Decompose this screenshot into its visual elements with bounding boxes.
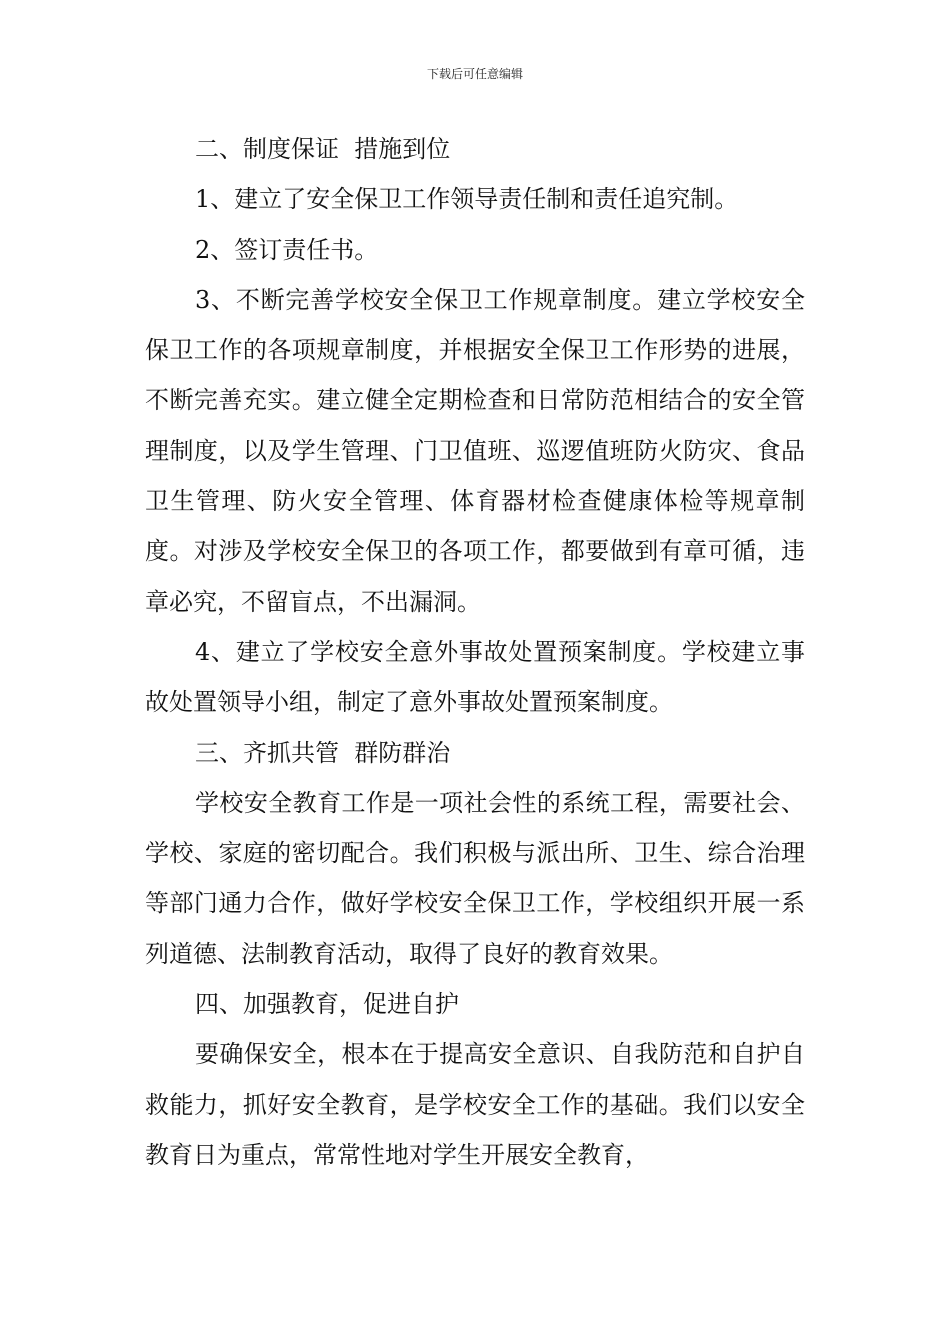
section-heading-3: 三、齐抓共管 群防群治: [195, 738, 451, 767]
paragraph-cooperation: 学校安全教育工作是一项社会性的系统工程，需要社会、学校、家庭的密切配合。我们积极与派出所、卫生、综合治理等部门通力合作，做好学校安全保卫工作，学校组织开展一系列道德、法制教育活动，取得了良好的教育效果。: [145, 788, 805, 968]
section-heading-2: 二、制度保证 措施到位: [195, 135, 451, 163]
paragraph-item-4: 4、建立了学校安全意外事故处置预案制度。学校建立事故处置领导小组，制定了意外事故处置预案制度。: [145, 637, 805, 717]
paragraph-item-1: 1、建立了安全保卫工作领导责任制和责任追究制。: [195, 185, 739, 214]
section-heading-4: 四、加强教育，促进自护: [195, 990, 459, 1019]
paragraph-item-3: 3、不断完善学校安全保卫工作规章制度。建立学校安全保卫工作的各项规章制度，并根据安全保卫工作形势的进展，不断完善充实。建立健全定期检查和日常防范相结合的安全管理制度，以及学生管理、门卫值班、巡逻值班防火防灾、食品卫生管理、防火安全管理、体育器材检查健康体检等规章制度。对涉及学校安全保卫的各项工作，都要做到有章可循，违章必究，不留盲点，不出漏洞。: [145, 285, 805, 616]
paragraph-item-2: 2、签订责任书。: [195, 235, 379, 264]
document-body: [145, 124, 805, 1180]
paragraph-education: 要确保安全，根本在于提高安全意识、自我防范和自护自救能力，抓好安全教育，是学校安全工作的基础。我们以安全教育日为重点，常常性地对学生开展安全教育，: [145, 1040, 805, 1169]
page-header: 下载后可任意编辑: [426, 67, 523, 81]
